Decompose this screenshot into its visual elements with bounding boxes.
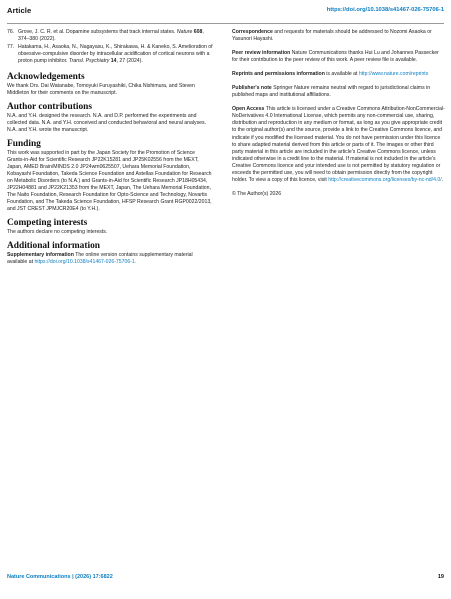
page-footer <box>7 574 444 580</box>
reference-volume: 14 <box>110 57 117 64</box>
reference-text: Hatakama, H., Asaoka, N., Nagayasu, K., Shirakawa, H. & Kaneko, S. Amelioration of obsessive-compulsive disorder by intracellular acidification of cortical neurons with a proton pump inhibitor. <box>18 43 213 64</box>
publishers-note-label: Publisher's note <box>232 85 272 92</box>
publishers-note-text <box>232 85 446 99</box>
funding-heading: Funding <box>7 138 41 149</box>
peer-review-text <box>232 50 446 64</box>
reference-journal: Nature <box>176 29 193 35</box>
author-contributions-heading: Author contributions <box>7 101 92 112</box>
right-column <box>232 29 446 198</box>
reference-number: 76. <box>7 29 15 35</box>
author-contributions-text: N.A. and Y.H. designed the research. N.A. and D.P. performed the experiments and collected data. N.A. and Y.H. conceived and conducted behavioral and neural analyses. N.A. and Y.H. wrote the manuscript. <box>7 112 207 133</box>
reprints-text <box>232 71 446 78</box>
reference-volume: 608 <box>193 29 203 35</box>
open-access-body: This article is licensed under a Creative Commons Attribution-NonCommercial-NoDerivatives 4.0 International License, which permits any non-commercial use, sharing, distribution and reproduction in any medium or format, as long as you give appropriate credit to the original author(s) and the source, provide a link to the Creative Commons licence, and indicate if you modified the licensed material. You do not have permission under this licence to share adapted material derived from this article or parts of it. The images or other third party material in this article are included in the article's Creative Commons licence, unless indicated otherwise in a credit line to the material. If material is not included in the article's Creative Commons licence and your intended use is not permitted by statutory regulation or exceeds the permitted use, you will need to obtain permission directly from the copyright holder. To view a copy of this licence, visit <box>232 106 445 183</box>
reprints-link[interactable]: http://www.nature.com/reprints <box>358 71 429 78</box>
publishers-note-body: Springer Nature remains neutral with regard to jurisdictional claims in published maps and institutional affiliations. <box>232 85 431 99</box>
supplementary-body: The online version contains supplementary material available at <box>7 252 193 266</box>
reference-pages: , 27 (2024). <box>116 57 143 64</box>
reference-item <box>7 29 213 43</box>
acknowledgements-heading: Acknowledgements <box>7 71 85 82</box>
correspondence-body: and requests for materials should be addressed to Nozomi Asaoka or Yasunori Hayashi. <box>232 29 432 43</box>
reference-pages: , 374–380 (2022). <box>18 29 204 43</box>
reference-item <box>7 44 213 65</box>
peer-review-label: Peer review information <box>232 50 291 57</box>
additional-information-heading: Additional information <box>7 241 100 252</box>
open-access-text <box>232 106 446 184</box>
reference-text: Grove, J. C. R. et al. Dopamine subsystems that track internal states. <box>18 29 176 35</box>
copyright-text: © The Author(s) 2026 <box>232 190 282 197</box>
supplementary-label: Supplementary information <box>7 252 74 259</box>
open-access-end: . <box>441 176 444 183</box>
left-column <box>7 29 213 267</box>
reference-number: 77. <box>7 43 15 50</box>
supplementary-link[interactable]: https://doi.org/10.1038/s41467-026-75706-1. <box>34 259 137 266</box>
competing-interests-text: The authors declare no competing interests. <box>7 229 108 236</box>
reprints-body: is available at <box>326 71 358 78</box>
supplementary-information-text <box>7 252 213 266</box>
competing-interests-heading: Competing interests <box>7 218 88 229</box>
open-access-label: Open Access <box>232 106 265 113</box>
license-link[interactable]: http://creativecommons.org/licenses/by-nc-nd/4.0/ <box>328 176 442 183</box>
reprints-label: Reprints and permissions information <box>232 71 325 78</box>
correspondence-text <box>232 29 446 43</box>
page-number: 19 <box>437 574 444 580</box>
section-label: Article <box>7 6 32 15</box>
funding-text: This work was supported in part by the Japan Society for the Promotion of Science Grants-in-Aid for Scientific Research JP22K15281 and JP25K02556 from the MEXT, Japan, AMED Brain/MINDS 2.0 JP24wm0625507, Uehara Memorial Foundation, Kobayashi Foundation, Takeda Science Foundation and Astellas Foundation for Research on Metabolic Disorders (to N.A.) and Grants-in-Aid for Scientific Research JP18H05434, JP22H04881 and JP22K21353 from the MEXT, Japan, The Uehara Memorial Foundation, The Naito Foundation, Research Foundation for Opto-Science and Technology, Novartis Foundation, and The Takeda Science Foundation, HFSP Research Grant RGP0022/2013, and JST CREST JPMJCR20E4 (to Y.H.). <box>7 149 212 213</box>
peer-review-body: Nature Communications thanks Hui Lu and Johannes Passecker for their contribution to the peer review of this work. A peer review file is available. <box>232 50 439 64</box>
reference-journal: Transl. Psychiatry <box>68 57 110 64</box>
acknowledgements-text: We thank Drs. Dai Watanabe, Tomoyuki Furuyashiki, Chika Nishimura, and Steven Middleton for their comments on the manuscript. <box>7 82 195 96</box>
doi-link[interactable]: https://doi.org/10.1038/s41467-026-75706-1 <box>326 7 444 13</box>
journal-citation: Nature Communications | (2026) 17:6822 <box>7 574 113 580</box>
correspondence-label: Correspondence <box>232 29 273 35</box>
page-header <box>7 6 444 24</box>
